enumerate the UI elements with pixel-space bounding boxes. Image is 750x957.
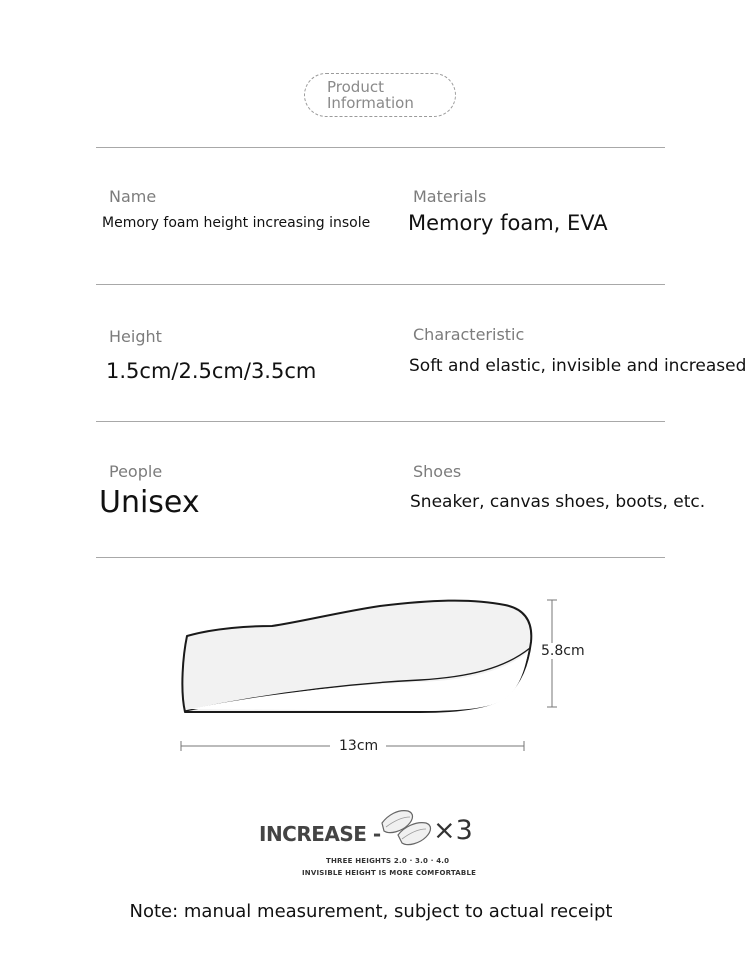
shoes-value: Sneaker, canvas shoes, boots, etc.	[410, 492, 706, 512]
increase-subline-1: THREE HEIGHTS 2.0 · 3.0 · 4.0	[326, 857, 450, 865]
height-value: 1.5cm/2.5cm/3.5cm	[106, 359, 317, 383]
materials-value: Memory foam, EVA	[408, 211, 608, 235]
divider	[96, 284, 665, 285]
badge-line-2: Information	[327, 94, 414, 112]
characteristic-label: Characteristic	[413, 325, 525, 344]
increase-heading: INCREASE -	[259, 822, 381, 846]
measurement-note: Note: manual measurement, subject to actual receipt	[129, 901, 613, 922]
insole-stack-icon	[378, 805, 438, 845]
divider	[96, 147, 665, 148]
name-label: Name	[109, 187, 157, 206]
shoes-label: Shoes	[413, 462, 462, 481]
materials-label: Materials	[413, 187, 487, 206]
product-information-badge	[304, 73, 456, 117]
insole-sole-line	[185, 648, 530, 711]
insole-outline	[182, 601, 531, 712]
insole-foam-base	[190, 652, 528, 711]
badge-line-1: Product	[327, 78, 384, 96]
divider	[96, 557, 665, 558]
length-dimension-label: 13cm	[339, 738, 379, 754]
characteristic-value: Soft and elastic, invisible and increased	[409, 356, 747, 376]
divider	[96, 421, 665, 422]
increase-subline-2: INVISIBLE HEIGHT IS MORE COMFORTABLE	[302, 869, 477, 877]
name-value: Memory foam height increasing insole	[102, 215, 371, 231]
multiplier: ×3	[433, 815, 473, 846]
people-value: Unisex	[99, 485, 200, 520]
height-label: Height	[109, 327, 162, 346]
people-label: People	[109, 462, 163, 481]
height-dimension-label: 5.8cm	[541, 643, 585, 659]
